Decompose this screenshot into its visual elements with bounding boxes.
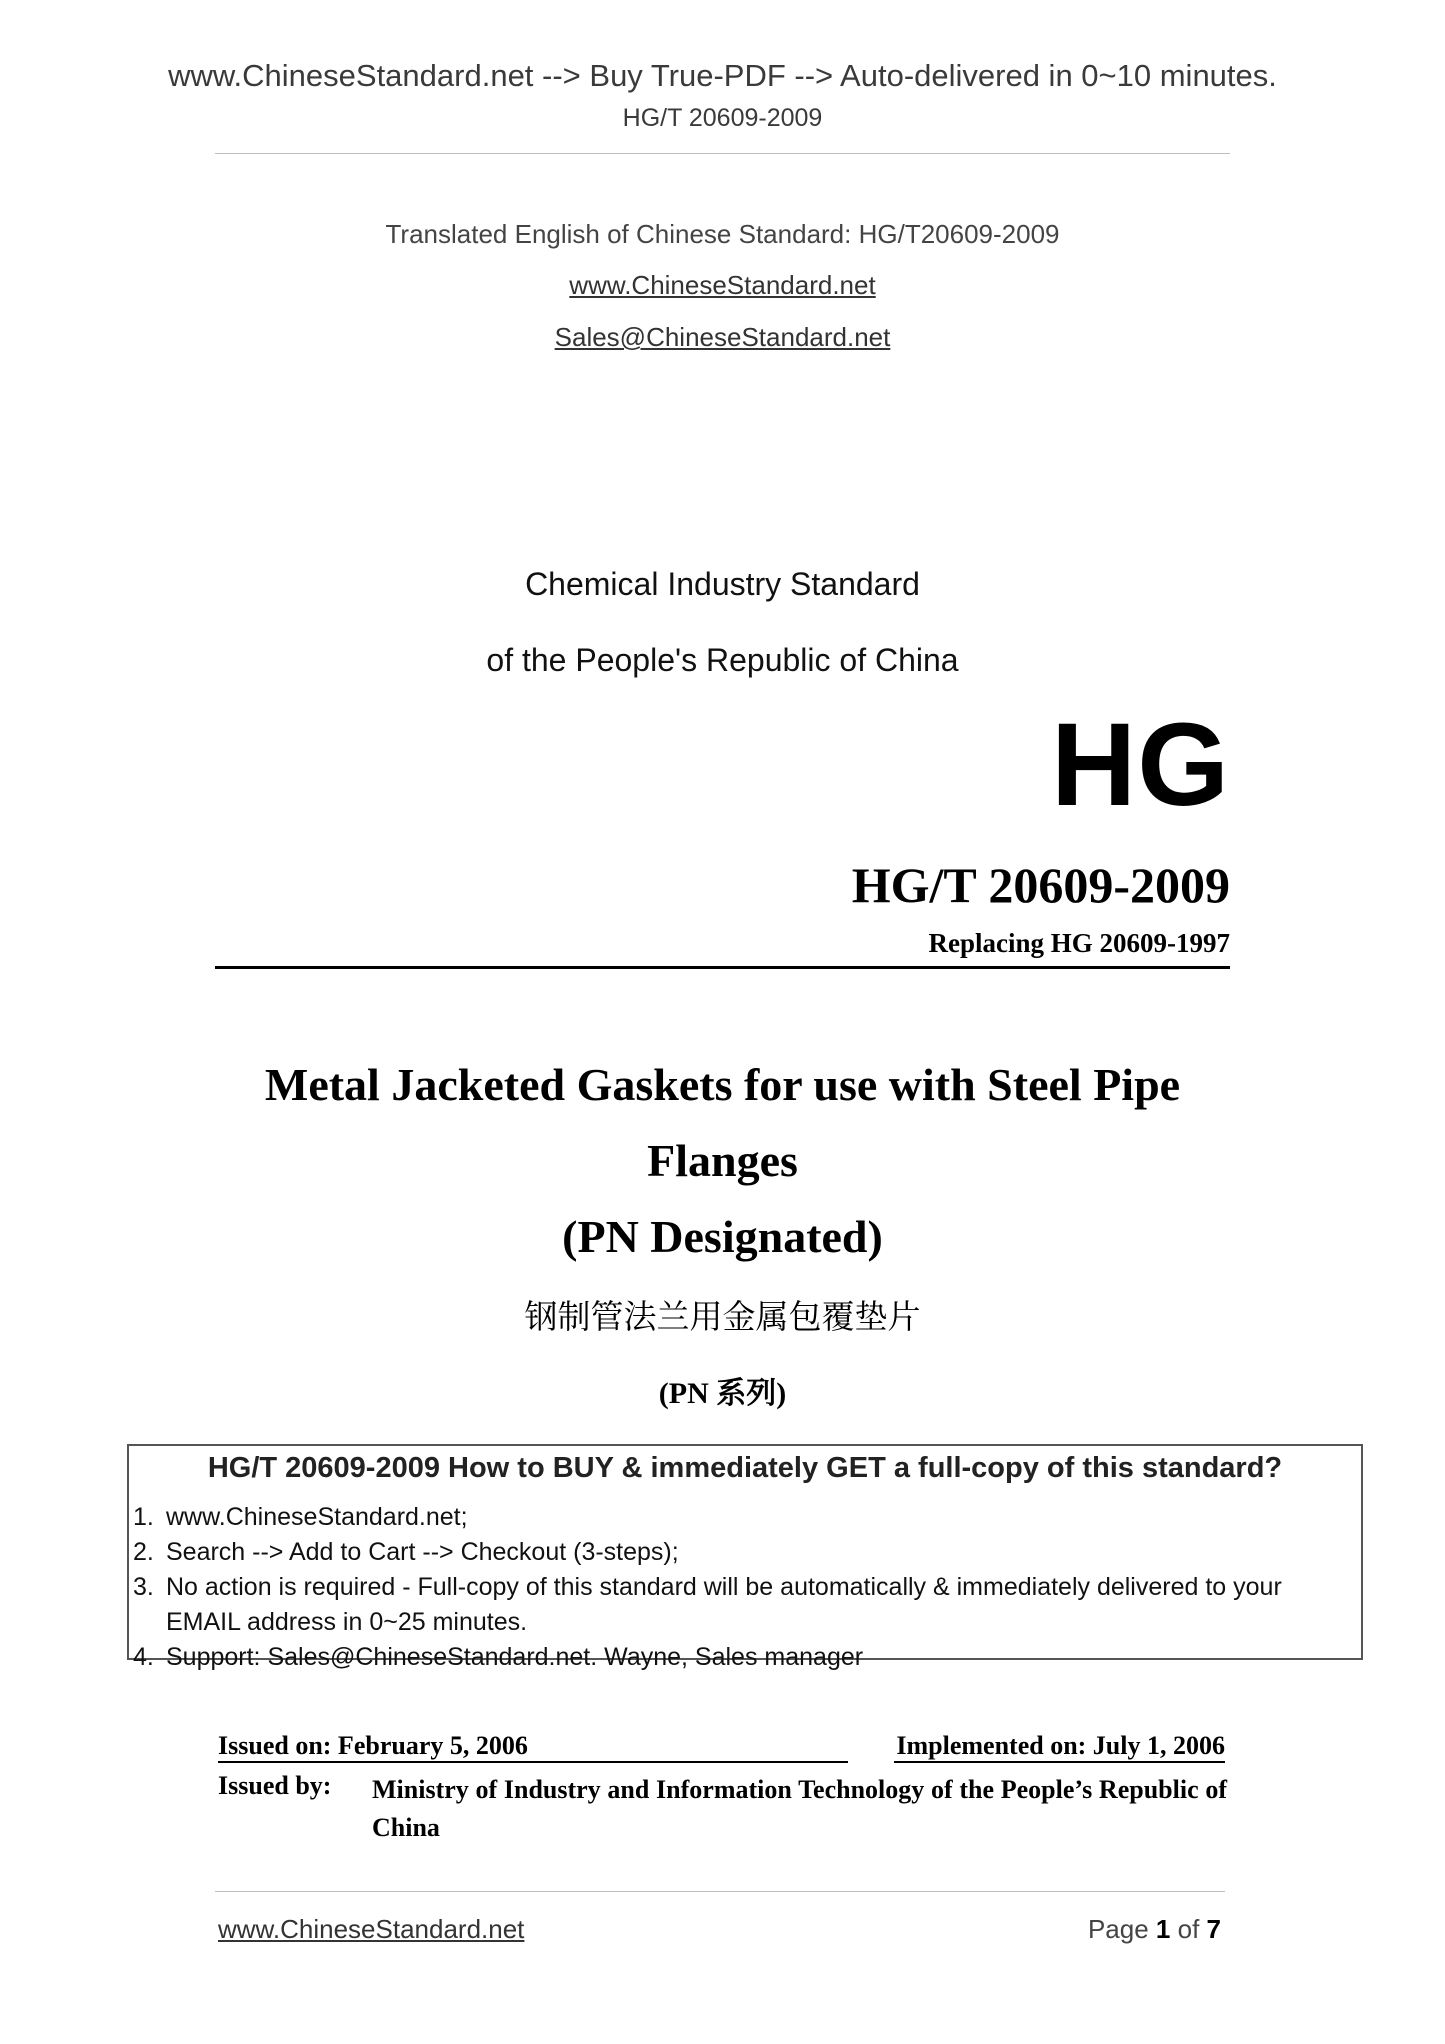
issued-on-date: Issued on: February 5, 2006 (218, 1731, 848, 1763)
footer-site-link[interactable]: www.ChineseStandard.net (218, 1914, 525, 1944)
purchase-info-box (127, 1444, 1363, 1671)
list-item-text: Search --> Add to Cart --> Checkout (3-steps); (166, 1538, 679, 1566)
page-current: 1 (1155, 1914, 1171, 1944)
page-word: Page (1087, 1914, 1149, 1944)
hg-logo-text: HG (1051, 699, 1230, 831)
issued-by-label: Issued by: (218, 1771, 332, 1800)
replacing-note: Replacing HG 20609-1997 (928, 928, 1230, 958)
list-item-number: 1. (133, 1503, 154, 1531)
standard-code: HG/T 20609-2009 (851, 857, 1230, 913)
purchase-steps-list (133, 1500, 1353, 1675)
list-item-number: 2. (133, 1538, 154, 1566)
list-item (133, 1570, 1353, 1640)
list-item-text: Support: Sales@ChineseStandard.net. Wayne, Sales manager (166, 1643, 864, 1671)
list-item (133, 1535, 1353, 1570)
list-item-number: 4. (133, 1643, 154, 1671)
email-link[interactable]: Sales@ChineseStandard.net (554, 322, 891, 352)
standard-category: Chemical Industry Standard (525, 566, 920, 602)
country-line: of the People's Republic of China (486, 642, 959, 678)
document-title-line-2: Flanges (647, 1135, 798, 1186)
header-standard-code: HG/T 20609-2009 (622, 104, 823, 132)
title-divider (215, 966, 1230, 969)
email-link-container (0, 322, 1445, 353)
footer-divider (215, 1891, 1225, 1892)
site-link-container (0, 270, 1445, 301)
document-title-line-1: Metal Jacketed Gaskets for use with Steel Pipe (264, 1059, 1181, 1110)
issued-by-authority: Ministry of Industry and Information Technology of the People’s Republic of China (372, 1775, 1227, 1842)
page-number (1088, 1914, 1221, 1945)
list-item-text: www.ChineseStandard.net; (166, 1503, 468, 1531)
header-banner: www.ChineseStandard.net --> Buy True-PDF --> Auto-delivered in 0~10 minutes. (168, 58, 1277, 93)
page-of: of (1177, 1914, 1200, 1944)
page-total: 7 (1206, 1914, 1221, 1944)
document-title-line-3: (PN Designated) (562, 1211, 883, 1262)
issue-dates-row (218, 1731, 1225, 1765)
list-item-number: 3. (133, 1573, 154, 1601)
translated-title: Translated English of Chinese Standard: HG/T20609-2009 (385, 219, 1060, 249)
list-item (133, 1500, 1353, 1535)
list-item-text: No action is required - Full-copy of this standard will be automatically & immediately delivered to your EMAIL address in 0~25 minutes. (166, 1573, 1282, 1636)
implemented-on-date: Implemented on: July 1, 2006 (894, 1731, 1225, 1763)
site-link[interactable]: www.ChineseStandard.net (569, 270, 876, 300)
chinese-title: 钢制管法兰用金属包覆垫片 (524, 1297, 921, 1336)
chinese-series: (PN 系列) (658, 1377, 787, 1410)
purchase-heading: HG/T 20609-2009 How to BUY & immediately GET a full-copy of this standard? (207, 1452, 1283, 1484)
list-item (133, 1640, 1353, 1675)
header-divider (215, 153, 1230, 154)
footer-link-container (218, 1914, 524, 1945)
